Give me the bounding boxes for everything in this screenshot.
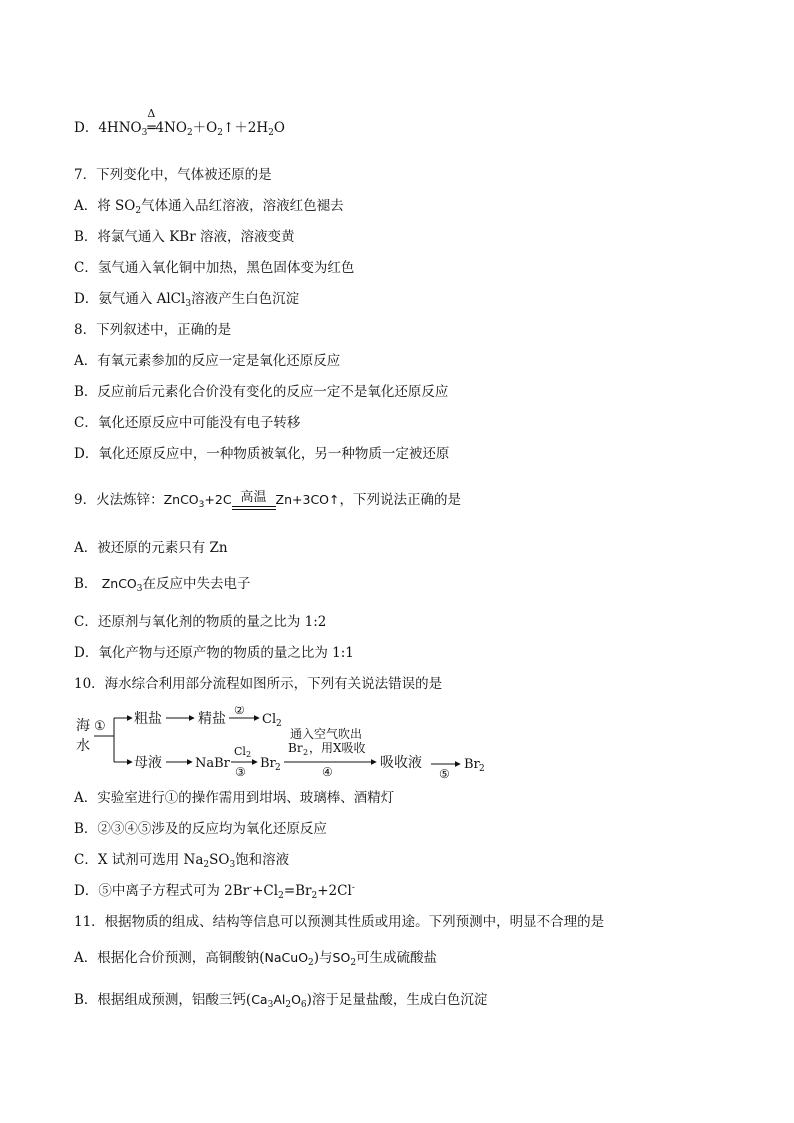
q9-option-d: D．氧化产物与还原产物的物质的量之比为 1:1 bbox=[74, 645, 354, 661]
fine-salt: 精盐 bbox=[198, 711, 226, 727]
q8-option-a: A．有氧元素参加的反应一定是氧化还原反应 bbox=[74, 353, 341, 369]
q9-stem: 9．火法炼锌：ZnCO$_3$+2C 高温 Zn+3CO↑，下列说法正确的是 bbox=[74, 490, 461, 510]
q7-option-b: B．将氯气通入 KBr 溶液，溶液变黄 bbox=[74, 229, 295, 245]
q9-equation: ZnCO$_3$+2C 高温 Zn+3CO↑ bbox=[163, 490, 340, 510]
q7-stem: 7．下列变化中，气体被还原的是 bbox=[74, 167, 272, 183]
q8-option-d: D．氧化还原反应中，一种物质被氧化，另一种物质一定被还原 bbox=[74, 446, 450, 462]
q10-option-b: B．②③④⑤涉及的反应均为氧化还原反应 bbox=[74, 821, 327, 837]
q9-option-b: B． ZnCO$_3$在反应中失去电子 bbox=[74, 576, 251, 594]
step-1-label: ① bbox=[94, 719, 106, 734]
absorption-liquid: 吸收液 bbox=[380, 755, 422, 771]
q9-option-a: A．被还原的元素只有 Zn bbox=[74, 540, 228, 556]
q7-option-a: A．将 $SO_2$气体通入品红溶液，溶液红色褪去 bbox=[74, 198, 344, 216]
step-2-label: ② bbox=[234, 706, 245, 717]
high-temp-condition: 高温 bbox=[232, 491, 276, 510]
nabr: NaBr bbox=[195, 756, 230, 771]
q8-option-c: C．氧化还原反应中可能没有电子转移 bbox=[74, 415, 301, 431]
q10-option-c: C．X 试剂可选用 $Na_2SO_3$饱和溶液 bbox=[74, 852, 290, 870]
br2-intermediate: Br bbox=[260, 756, 276, 771]
heat-condition: Δ ═ bbox=[147, 107, 156, 136]
q7-option-c: C．氢气通入氧化铜中加热，黑色固体变为红色 bbox=[74, 260, 355, 276]
crude-salt: 粗盐 bbox=[134, 711, 162, 727]
q9-option-c: C．还原剂与氧化剂的物质的量之比为 1:2 bbox=[74, 614, 327, 630]
svg-text:2: 2 bbox=[276, 719, 282, 729]
svg-text:2: 2 bbox=[246, 750, 252, 759]
svg-text:2: 2 bbox=[303, 748, 309, 757]
q11-stem: 11．根据物质的组成、结构等信息可以预测其性质或用途。下列预测中，明显不合理的是 bbox=[74, 914, 605, 930]
svg-text:2: 2 bbox=[479, 764, 485, 774]
q8-stem: 8．下列叙述中，正确的是 bbox=[74, 322, 232, 338]
br2-final: Br bbox=[464, 757, 480, 772]
q10-option-a: A．实验室进行①的操作需用到坩埚、玻璃棒、酒精灯 bbox=[74, 790, 395, 806]
q7-option-d: D．氨气通入 AlCl$_3$溶液产生白色沉淀 bbox=[74, 291, 300, 309]
seawater-label-1: 海 bbox=[76, 718, 90, 734]
q6-option-d: D．$4HNO_3$ Δ $═4NO_2+O_2↑+2H_2O$ bbox=[74, 107, 285, 138]
step-3-label: ③ bbox=[235, 765, 246, 779]
q11-option-b: B．根据组成预测，铝酸三钙$(Ca_3Al_2O_6)$溶于足量盐酸，生成白色沉淀 bbox=[74, 992, 488, 1010]
q10-stem: 10．海水综合利用部分流程如图所示，下列有关说法错误的是 bbox=[74, 676, 443, 692]
q11-option-a: A．根据化合价预测，高铜酸钠(NaCuO$_2$)与$SO_2$可生成硫酸盐 bbox=[74, 950, 438, 968]
svg-text:，用X吸收: ，用X吸收 bbox=[309, 741, 366, 755]
seawater-label-2: 水 bbox=[76, 738, 90, 754]
absorb-text: Br bbox=[288, 741, 303, 755]
seawater-flow-diagram bbox=[74, 706, 514, 786]
mother-liquor: 母液 bbox=[134, 755, 162, 771]
svg-text:2: 2 bbox=[275, 763, 281, 773]
blow-out-text: 通入空气吹出 bbox=[290, 727, 363, 741]
cl2-product: Cl bbox=[262, 712, 277, 727]
cl2-reagent: Cl bbox=[234, 745, 246, 758]
q8-option-b: B．反应前后元素化合价没有变化的反应一定不是氧化还原反应 bbox=[74, 384, 449, 400]
step-4-label: ④ bbox=[322, 765, 333, 779]
q10-option-d: D．⑤中离子方程式可为 $2Br^-+Cl_2=Br_2+2Cl^-$ bbox=[74, 883, 355, 901]
step-5-label: ⑤ bbox=[439, 767, 450, 781]
